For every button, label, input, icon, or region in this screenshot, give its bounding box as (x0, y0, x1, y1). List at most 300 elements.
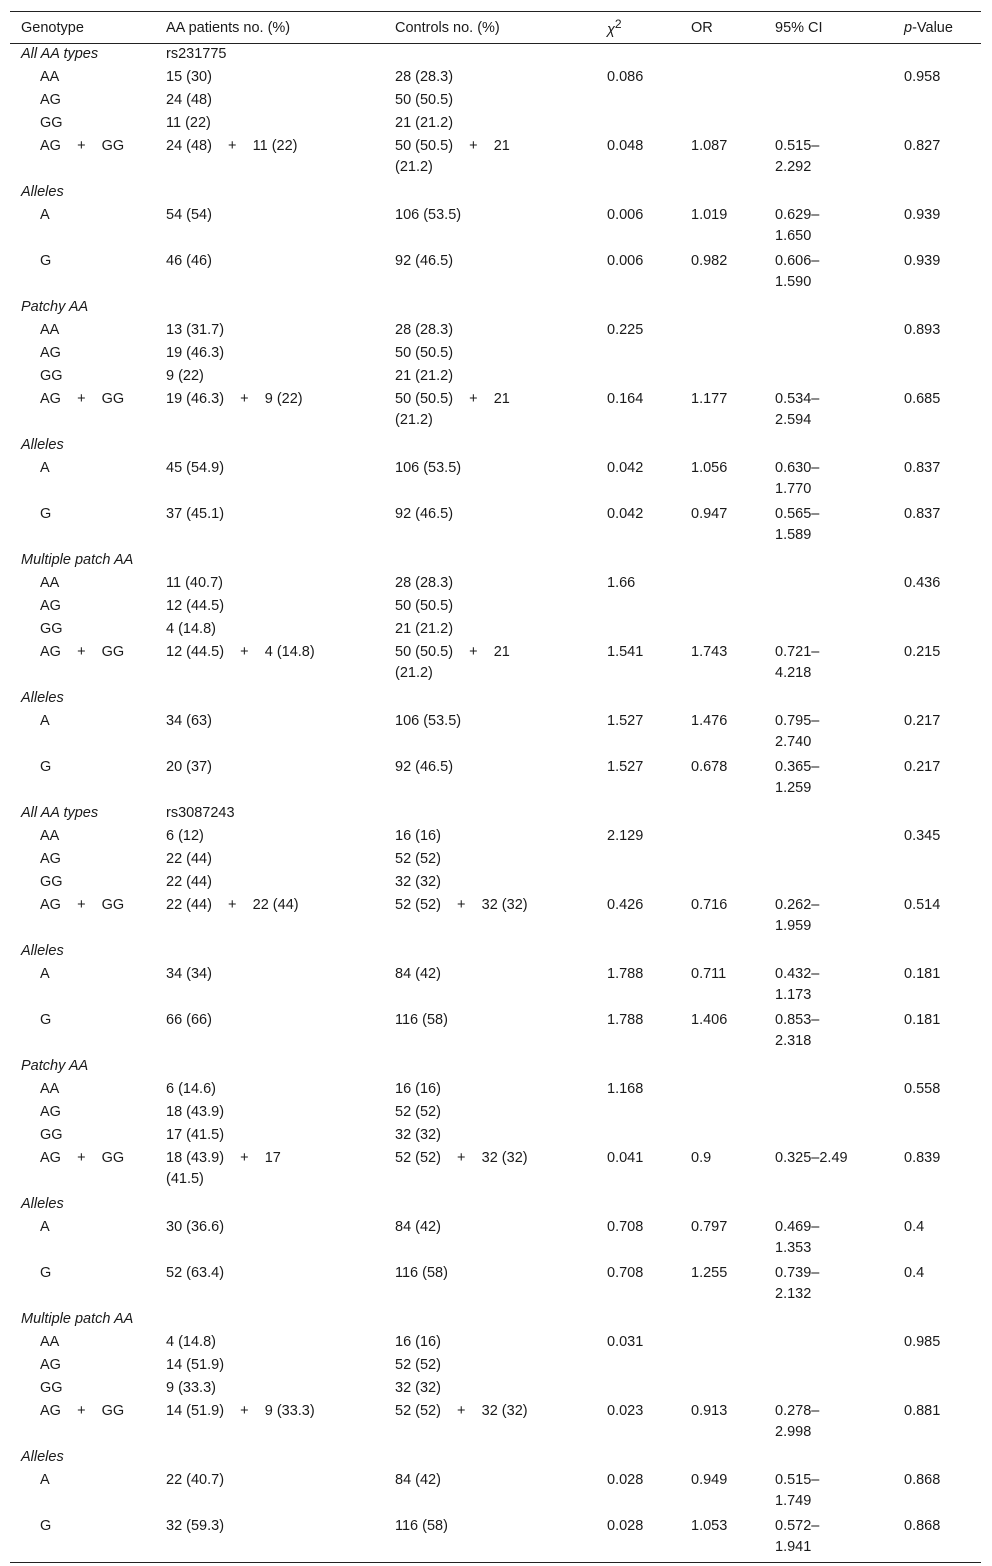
section-row (10, 297, 981, 320)
controls-cell: 50 (50.5) (395, 345, 454, 361)
p-rest: -Value (912, 19, 953, 36)
controls-cell: 84 (42) (395, 1219, 441, 1235)
section-label: Alleles (21, 437, 64, 453)
chi-square-cell: 0.708 (607, 1219, 644, 1235)
p-value-cell (893, 872, 981, 895)
controls-cell: 28 (28.3) (395, 575, 454, 591)
aa-patients-cell: 12 (44.5) (166, 598, 225, 614)
snp-label (155, 550, 384, 573)
table-row (10, 343, 981, 366)
chi-square-cell: 0.031 (607, 1334, 644, 1350)
ci-cell (764, 67, 893, 90)
ci-cell: 0.515– 2.292 (775, 138, 820, 175)
ci-cell (764, 343, 893, 366)
ci-cell (764, 849, 893, 872)
aa-patients-cell: 37 (45.1) (166, 506, 225, 522)
table-row (10, 1355, 981, 1378)
p-value-cell: 0.868 (904, 1472, 941, 1488)
empty-cell (596, 1056, 680, 1079)
p-value-cell: 0.939 (904, 253, 941, 269)
table-row (10, 1079, 981, 1102)
empty-cell (893, 1447, 981, 1470)
ci-cell (764, 1355, 893, 1378)
chi-square-cell (596, 849, 680, 872)
genotype-association-table (10, 11, 981, 1563)
genotype-cell: AA (40, 575, 60, 591)
aa-patients-cell: 24 (48) + 11 (22) (166, 138, 298, 154)
controls-cell: 52 (52) (395, 851, 441, 867)
table-row (10, 849, 981, 872)
ci-cell (764, 1125, 893, 1148)
aa-patients-cell: 18 (43.9) (166, 1104, 225, 1120)
p-value-cell: 0.345 (904, 828, 941, 844)
genotype-cell: G (40, 1012, 52, 1028)
header-row (10, 12, 981, 44)
table-row (10, 573, 981, 596)
controls-cell: 50 (50.5) (395, 92, 454, 108)
section-row (10, 1056, 981, 1079)
ci-cell: 0.534– 2.594 (775, 391, 820, 428)
odds-ratio-cell (680, 1079, 764, 1102)
genotype-cell: AG + GG (40, 1403, 125, 1419)
empty-cell (680, 550, 764, 573)
p-value-cell: 0.837 (904, 460, 941, 476)
table-row (10, 389, 981, 435)
table-row (10, 596, 981, 619)
empty-cell (384, 297, 596, 320)
chi-square-cell (596, 366, 680, 389)
empty-cell (596, 1447, 680, 1470)
controls-cell: 116 (58) (395, 1012, 448, 1028)
snp-label (155, 1309, 384, 1332)
aa-patients-cell: 17 (41.5) (166, 1127, 225, 1143)
empty-cell (384, 44, 596, 68)
controls-cell: 32 (32) (395, 1127, 441, 1143)
empty-cell (384, 941, 596, 964)
chi-symbol: χ (607, 21, 615, 38)
controls-cell: 84 (42) (395, 1472, 441, 1488)
genotype-cell: AG + GG (40, 1150, 125, 1166)
section-label: All AA types (21, 805, 99, 821)
aa-patients-cell: 9 (22) (166, 368, 204, 384)
empty-cell (680, 297, 764, 320)
aa-patients-cell: 4 (14.8) (166, 1334, 216, 1350)
odds-ratio-cell: 0.949 (691, 1472, 728, 1488)
empty-cell (893, 941, 981, 964)
empty-cell (680, 688, 764, 711)
table-row (10, 757, 981, 803)
odds-ratio-cell (680, 113, 764, 136)
empty-cell (596, 550, 680, 573)
empty-cell (764, 550, 893, 573)
empty-cell (893, 1056, 981, 1079)
odds-ratio-cell (680, 872, 764, 895)
aa-patients-cell: 9 (33.3) (166, 1380, 216, 1396)
snp-label: rs3087243 (166, 805, 235, 821)
chi-square-cell (596, 90, 680, 113)
odds-ratio-cell (680, 596, 764, 619)
chi-square-cell (596, 872, 680, 895)
empty-cell (596, 1309, 680, 1332)
ci-cell: 0.565– 1.589 (775, 506, 820, 543)
aa-patients-cell: 30 (36.6) (166, 1219, 225, 1235)
chi-square-cell: 2.129 (607, 828, 644, 844)
controls-cell: 52 (52) (395, 1357, 441, 1373)
p-value-cell: 0.215 (904, 644, 941, 660)
empty-cell (384, 1056, 596, 1079)
controls-cell: 16 (16) (395, 1334, 441, 1350)
snp-label (155, 688, 384, 711)
empty-cell (680, 44, 764, 68)
snp-label (155, 182, 384, 205)
empty-cell (893, 435, 981, 458)
section-row (10, 1194, 981, 1217)
controls-cell: 116 (58) (384, 1516, 596, 1563)
p-value-cell (893, 366, 981, 389)
ci-cell: 0.325–2.49 (775, 1150, 848, 1166)
section-label: Multiple patch AA (21, 1311, 134, 1327)
genotype-cell: GG (40, 368, 63, 384)
odds-ratio-cell: 1.406 (691, 1012, 728, 1028)
controls-cell: 50 (50.5) + 21 (21.2) (395, 138, 510, 175)
empty-cell (680, 182, 764, 205)
ci-cell (764, 1079, 893, 1102)
chi-square-cell (596, 1102, 680, 1125)
ci-cell: 0.853– 2.318 (775, 1012, 820, 1049)
empty-cell (680, 803, 764, 826)
genotype-cell: A (40, 1219, 50, 1235)
controls-cell: 21 (21.2) (395, 621, 454, 637)
section-row (10, 435, 981, 458)
p-value-cell: 0.837 (904, 506, 941, 522)
controls-cell: 92 (46.5) (395, 253, 454, 269)
table-row (10, 1125, 981, 1148)
section-label: Alleles (21, 1196, 64, 1212)
controls-cell: 116 (58) (395, 1265, 448, 1281)
snp-label (155, 297, 384, 320)
snp-label (155, 435, 384, 458)
ci-cell (764, 619, 893, 642)
genotype-cell: GG (40, 1380, 63, 1396)
controls-cell: 52 (52) + 32 (32) (395, 1403, 528, 1419)
ci-cell: 0.432– 1.173 (775, 966, 820, 1003)
ci-cell: 0.721– 4.218 (775, 644, 820, 681)
ci-cell: 0.572– 1.941 (764, 1516, 893, 1563)
aa-patients-cell: 24 (48) (166, 92, 212, 108)
p-value-cell (893, 113, 981, 136)
aa-patients-cell: 54 (54) (166, 207, 212, 223)
table-row (10, 136, 981, 182)
chi-square-cell: 0.225 (607, 322, 644, 338)
header-chi-square (596, 12, 680, 44)
ci-cell (764, 826, 893, 849)
genotype-cell: AG (40, 1104, 61, 1120)
empty-cell (384, 1309, 596, 1332)
ci-cell: 0.606– 1.590 (775, 253, 820, 290)
chi-square-cell: 0.708 (607, 1265, 644, 1281)
section-row (10, 550, 981, 573)
aa-patients-cell: 52 (63.4) (166, 1265, 225, 1281)
chi-square-cell: 0.164 (607, 391, 644, 407)
aa-patients-cell: 11 (40.7) (166, 575, 223, 591)
empty-cell (596, 44, 680, 68)
odds-ratio-cell: 1.019 (691, 207, 728, 223)
p-value-cell (893, 90, 981, 113)
chi-square-cell: 0.042 (607, 460, 644, 476)
chi-square-cell: 0.028 (607, 1472, 644, 1488)
aa-patients-cell: 6 (12) (166, 828, 204, 844)
odds-ratio-cell (680, 90, 764, 113)
table-row (10, 1332, 981, 1355)
aa-patients-cell: 22 (44) + 22 (44) (166, 897, 299, 913)
section-label: Multiple patch AA (21, 552, 134, 568)
ci-cell (764, 1378, 893, 1401)
controls-cell: 50 (50.5) + 21 (21.2) (395, 644, 510, 681)
aa-patients-cell: 12 (44.5) + 4 (14.8) (166, 644, 315, 660)
chi-square-cell (596, 596, 680, 619)
genotype-cell: AG + GG (40, 391, 125, 407)
chi-square-cell: 1.66 (607, 575, 636, 591)
empty-cell (384, 435, 596, 458)
section-row (10, 688, 981, 711)
aa-patients-cell: 14 (51.9) (166, 1357, 225, 1373)
section-label: Alleles (21, 184, 64, 200)
table-row (10, 1010, 981, 1056)
table-row (10, 619, 981, 642)
table-row (10, 458, 981, 504)
aa-patients-cell: 19 (46.3) + 9 (22) (166, 391, 303, 407)
controls-cell: 50 (50.5) (395, 598, 454, 614)
chi-square-cell: 1.788 (607, 966, 644, 982)
odds-ratio-cell (680, 619, 764, 642)
table-row (10, 1148, 981, 1194)
aa-patients-cell: 6 (14.6) (166, 1081, 216, 1097)
aa-patients-cell: 18 (43.9) + 17 (41.5) (166, 1150, 281, 1187)
controls-cell: 28 (28.3) (395, 69, 454, 85)
empty-cell (893, 1309, 981, 1332)
empty-cell (680, 1309, 764, 1332)
odds-ratio-cell (680, 1102, 764, 1125)
p-value-cell (893, 619, 981, 642)
genotype-cell: AG (40, 598, 61, 614)
chi-square-cell: 1.788 (607, 1012, 644, 1028)
p-value-cell: 0.685 (904, 391, 941, 407)
ci-cell: 0.469– 1.353 (775, 1219, 820, 1256)
odds-ratio-cell: 0.913 (691, 1403, 728, 1419)
chi-square-cell: 0.023 (607, 1403, 644, 1419)
odds-ratio-cell: 1.087 (691, 138, 728, 154)
section-label: Alleles (21, 690, 64, 706)
ci-cell: 0.739– 2.132 (775, 1265, 820, 1302)
p-value-cell: 0.893 (904, 322, 941, 338)
empty-cell (764, 803, 893, 826)
p-value-cell: 0.985 (904, 1334, 941, 1350)
genotype-cell: AG + GG (40, 897, 125, 913)
empty-cell (893, 803, 981, 826)
ci-cell (764, 1102, 893, 1125)
empty-cell (764, 44, 893, 68)
ci-cell (764, 90, 893, 113)
genotype-cell: A (40, 207, 50, 223)
odds-ratio-cell (680, 1378, 764, 1401)
table-row (10, 895, 981, 941)
ci-cell: 0.262– 1.959 (775, 897, 820, 934)
empty-cell (596, 297, 680, 320)
controls-cell: 32 (32) (395, 874, 441, 890)
chi-square-cell: 0.041 (607, 1150, 644, 1166)
aa-patients-cell: 22 (44) (166, 874, 212, 890)
section-row (10, 44, 981, 68)
odds-ratio-cell (680, 849, 764, 872)
aa-patients-cell: 15 (30) (166, 69, 212, 85)
controls-cell: 84 (42) (395, 966, 441, 982)
p-value-cell (893, 343, 981, 366)
ci-cell: 0.795– 2.740 (775, 713, 820, 750)
genotype-cell: GG (40, 1127, 63, 1143)
ci-cell (764, 320, 893, 343)
ci-cell (764, 366, 893, 389)
empty-cell (680, 435, 764, 458)
table-row (10, 872, 981, 895)
table-row (10, 1516, 981, 1563)
p-italic: p (904, 19, 913, 36)
genotype-cell: G (40, 253, 52, 269)
table-row (10, 1401, 981, 1447)
controls-cell: 21 (21.2) (395, 368, 454, 384)
p-value-cell (893, 1378, 981, 1401)
odds-ratio-cell: 1.056 (691, 460, 728, 476)
empty-cell (680, 941, 764, 964)
empty-cell (384, 1447, 596, 1470)
ci-cell (764, 1332, 893, 1355)
table-row (10, 1378, 981, 1401)
ci-cell (764, 596, 893, 619)
aa-patients-cell: 13 (31.7) (166, 322, 225, 338)
aa-patients-cell: 34 (34) (166, 966, 212, 982)
section-label: Patchy AA (21, 299, 89, 315)
p-value-cell: 0.217 (904, 713, 941, 729)
aa-patients-cell: 11 (22) (166, 115, 211, 131)
genotype-cell: AA (40, 1081, 60, 1097)
p-value-cell: 0.217 (904, 759, 941, 775)
table-row (10, 1217, 981, 1263)
header-genotype: Genotype (10, 12, 155, 44)
genotype-cell: AG + GG (40, 138, 125, 154)
ci-cell: 0.515– 1.749 (775, 1472, 820, 1509)
genotype-cell: AG (40, 851, 61, 867)
chi-square-cell: 1.527 (607, 759, 644, 775)
chi-square-cell: 0.048 (607, 138, 644, 154)
odds-ratio-cell: 1.476 (691, 713, 728, 729)
empty-cell (893, 297, 981, 320)
table-row (10, 366, 981, 389)
section-row (10, 941, 981, 964)
table-header (10, 12, 981, 44)
empty-cell (384, 803, 596, 826)
controls-cell: 92 (46.5) (395, 506, 454, 522)
empty-cell (680, 1056, 764, 1079)
ci-cell (764, 872, 893, 895)
ci-cell: 0.629– 1.650 (775, 207, 820, 244)
genotype-cell: GG (40, 874, 63, 890)
genotype-cell: AA (40, 322, 60, 338)
header-p-value (893, 12, 981, 44)
empty-cell (680, 1194, 764, 1217)
aa-patients-cell: 32 (59.3) (155, 1516, 384, 1563)
table-row (10, 251, 981, 297)
chi-square-cell: 0.028 (596, 1516, 680, 1563)
ci-cell (764, 573, 893, 596)
table-body (10, 44, 981, 1563)
odds-ratio-cell: 0.711 (691, 966, 727, 982)
empty-cell (893, 1194, 981, 1217)
odds-ratio-cell: 0.947 (691, 506, 728, 522)
empty-cell (764, 435, 893, 458)
odds-ratio-cell (680, 67, 764, 90)
snp-label (155, 1056, 384, 1079)
chi-square-cell: 0.006 (607, 253, 644, 269)
controls-cell: 52 (52) + 32 (32) (395, 1150, 528, 1166)
section-label: Alleles (21, 1449, 64, 1465)
empty-cell (893, 182, 981, 205)
p-value-cell: 0.939 (904, 207, 941, 223)
chi-square-cell (596, 1125, 680, 1148)
p-value-cell: 0.839 (904, 1150, 941, 1166)
table-row (10, 711, 981, 757)
genotype-cell: A (40, 460, 50, 476)
section-label: Alleles (21, 943, 64, 959)
genotype-cell: A (40, 1472, 50, 1488)
chi-square-cell (596, 1355, 680, 1378)
chi-square-cell: 1.527 (607, 713, 644, 729)
table-row (10, 826, 981, 849)
odds-ratio-cell: 1.053 (680, 1516, 764, 1563)
odds-ratio-cell: 0.9 (691, 1150, 712, 1166)
controls-cell: 28 (28.3) (395, 322, 454, 338)
chi-square-cell (596, 343, 680, 366)
table-row (10, 205, 981, 251)
p-value-cell (893, 849, 981, 872)
genotype-cell: GG (40, 115, 63, 131)
controls-cell: 50 (50.5) + 21 (21.2) (395, 391, 510, 428)
odds-ratio-cell: 0.797 (691, 1219, 728, 1235)
genotype-cell: AG (40, 1357, 61, 1373)
aa-patients-cell: 14 (51.9) + 9 (33.3) (166, 1403, 315, 1419)
p-value-cell: 0.436 (904, 575, 941, 591)
chi-square-cell (596, 619, 680, 642)
chi-square-cell (596, 1378, 680, 1401)
controls-cell: 106 (53.5) (395, 207, 462, 223)
empty-cell (596, 435, 680, 458)
p-value-cell (893, 1102, 981, 1125)
controls-cell: 106 (53.5) (395, 713, 462, 729)
genotype-cell: AA (40, 69, 60, 85)
aa-patients-cell: 20 (37) (166, 759, 212, 775)
aa-patients-cell: 34 (63) (166, 713, 212, 729)
p-value-cell (893, 1355, 981, 1378)
genotype-cell: AG (40, 345, 61, 361)
empty-cell (764, 688, 893, 711)
empty-cell (764, 1056, 893, 1079)
empty-cell (596, 688, 680, 711)
section-label: Patchy AA (21, 1058, 89, 1074)
empty-cell (384, 1194, 596, 1217)
chi-square-cell: 0.006 (607, 207, 644, 223)
header-confidence-interval: 95% CI (764, 12, 893, 44)
controls-cell: 16 (16) (395, 1081, 441, 1097)
p-value-cell: 0.181 (904, 966, 941, 982)
p-value-cell: 0.881 (904, 1403, 941, 1419)
